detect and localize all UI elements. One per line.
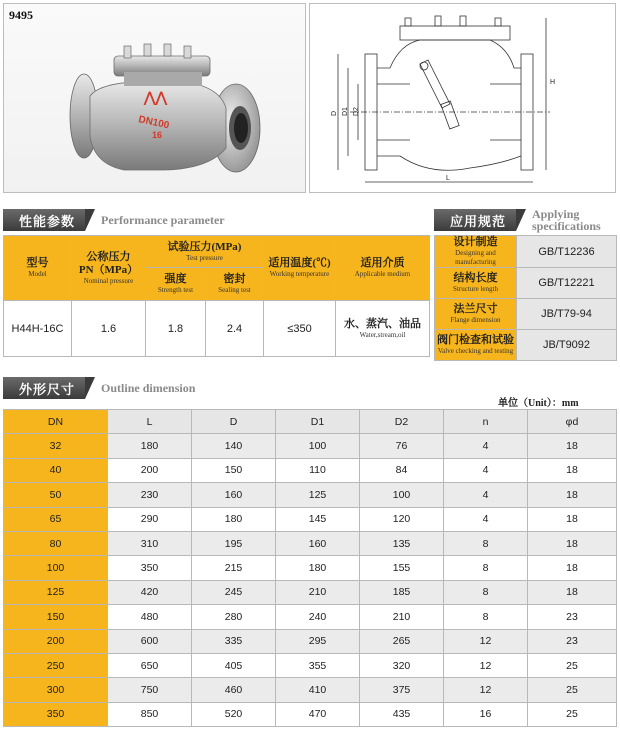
col-strength-test: 强度 Strength test [146, 268, 206, 301]
dn-cell: 32 [4, 434, 108, 458]
valve-photo [4, 4, 307, 194]
dn-cell: 100 [4, 556, 108, 580]
value-cell: 375 [360, 678, 444, 702]
specifications-title-en-2: specifications [532, 219, 601, 233]
dn-cell: 300 [4, 678, 108, 702]
value-cell: 185 [360, 580, 444, 604]
value-cell: 520 [192, 702, 276, 726]
col-test-pressure: 试验压力(MPa) Test pressure [146, 236, 264, 268]
value-cell: 8 [444, 531, 528, 555]
value-cell: 650 [108, 653, 192, 677]
cell-temp: ≤350 [264, 301, 336, 357]
body-mark-pn: 16 [152, 130, 163, 140]
value-cell: 18 [528, 483, 617, 507]
value-cell: 335 [192, 629, 276, 653]
dim-label-d2: D2 [353, 107, 360, 116]
value-cell: 120 [360, 507, 444, 531]
value-cell: 750 [108, 678, 192, 702]
table-row [4, 434, 617, 458]
dn-cell: 65 [4, 507, 108, 531]
value-cell: 135 [360, 531, 444, 555]
model-number: 9495 [9, 8, 33, 22]
value-cell: 8 [444, 605, 528, 629]
value-cell: 160 [192, 483, 276, 507]
body-mark-dn: DN100 [137, 114, 171, 132]
value-cell: 210 [276, 580, 360, 604]
value-cell: 18 [528, 507, 617, 531]
spec-row: 设计制造 Designing and manufacturing GB/T12236 [435, 236, 617, 268]
value-cell: 155 [360, 556, 444, 580]
value-cell: 23 [528, 605, 617, 629]
value-cell: 180 [108, 434, 192, 458]
value-cell: 320 [360, 653, 444, 677]
specifications-header [434, 206, 601, 234]
column-header: D [192, 410, 276, 434]
value-cell: 310 [108, 531, 192, 555]
performance-header [3, 209, 225, 231]
cell-medium: 水、蒸汽、油品 Water,stream,oil [336, 301, 430, 357]
col-working-temperature: 适用温度(℃) Working temperature [264, 236, 336, 301]
value-cell: 4 [444, 458, 528, 482]
col-applicable-medium: 适用介质 Applicable medium [336, 236, 430, 301]
value-cell: 200 [108, 458, 192, 482]
dim-label-d: D [331, 110, 338, 116]
value-cell: 110 [276, 458, 360, 482]
technical-drawing-panel [309, 3, 616, 193]
value-cell: 18 [528, 531, 617, 555]
value-cell: 12 [444, 629, 528, 653]
value-cell: 25 [528, 678, 617, 702]
table-row [4, 702, 617, 726]
dn-cell: 250 [4, 653, 108, 677]
value-cell: 100 [360, 483, 444, 507]
dim-label-h: H [550, 79, 556, 86]
value-cell: 160 [276, 531, 360, 555]
value-cell: 230 [108, 483, 192, 507]
value-cell: 290 [108, 507, 192, 531]
dn-cell: 50 [4, 483, 108, 507]
dn-cell: 350 [4, 702, 108, 726]
column-header: n [444, 410, 528, 434]
specifications-table [434, 235, 617, 361]
column-header: D1 [276, 410, 360, 434]
cell-pn: 1.6 [72, 301, 146, 357]
col-model: 型号 Model [4, 236, 72, 301]
table-row [4, 458, 617, 482]
table-row [4, 580, 617, 604]
table-row [4, 678, 617, 702]
value-cell: 245 [192, 580, 276, 604]
dim-label-d1: D1 [342, 107, 349, 116]
table-row [4, 605, 617, 629]
value-cell: 84 [360, 458, 444, 482]
specifications-title-en-1: Applying [532, 207, 580, 221]
value-cell: 25 [528, 702, 617, 726]
value-cell: 215 [192, 556, 276, 580]
value-cell: 18 [528, 458, 617, 482]
column-header: D2 [360, 410, 444, 434]
value-cell: 18 [528, 580, 617, 604]
value-cell: 145 [276, 507, 360, 531]
performance-title-en: Performance parameter [101, 212, 225, 227]
table-row [4, 483, 617, 507]
value-cell: 100 [276, 434, 360, 458]
value-cell: 150 [192, 458, 276, 482]
cell-strength: 1.8 [146, 301, 206, 357]
value-cell: 12 [444, 653, 528, 677]
value-cell: 195 [192, 531, 276, 555]
value-cell: 25 [528, 653, 617, 677]
column-header: φd [528, 410, 617, 434]
dn-cell: 150 [4, 605, 108, 629]
value-cell: 23 [528, 629, 617, 653]
value-cell: 18 [528, 434, 617, 458]
value-cell: 355 [276, 653, 360, 677]
table-row [4, 653, 617, 677]
column-header: DN [4, 410, 108, 434]
col-sealing-test: 密封 Sealing test [206, 268, 264, 301]
value-cell: 180 [192, 507, 276, 531]
value-cell: 435 [360, 702, 444, 726]
value-cell: 8 [444, 556, 528, 580]
value-cell: 280 [192, 605, 276, 629]
outline-title-en: Outline dimension [101, 380, 196, 395]
table-header-row [4, 410, 617, 434]
value-cell: 350 [108, 556, 192, 580]
valve-section-drawing [310, 4, 617, 194]
dim-label-l: L [446, 175, 450, 182]
value-cell: 265 [360, 629, 444, 653]
value-cell: 480 [108, 605, 192, 629]
dn-cell: 80 [4, 531, 108, 555]
dn-cell: 200 [4, 629, 108, 653]
spec-row: 结构长度 Structure length GB/T12221 [435, 268, 617, 299]
table-row [4, 531, 617, 555]
value-cell: 850 [108, 702, 192, 726]
value-cell: 405 [192, 653, 276, 677]
value-cell: 460 [192, 678, 276, 702]
outline-title-cn: 外形尺寸 [3, 377, 85, 399]
value-cell: 76 [360, 434, 444, 458]
performance-table [3, 235, 430, 357]
svg-text:⋀⋀: ⋀⋀ [144, 89, 167, 105]
value-cell: 16 [444, 702, 528, 726]
table-row [4, 507, 617, 531]
column-header: L [108, 410, 192, 434]
value-cell: 18 [528, 556, 617, 580]
spec-row: 法兰尺寸 Flange dimension JB/T79-94 [435, 299, 617, 330]
value-cell: 12 [444, 678, 528, 702]
value-cell: 125 [276, 483, 360, 507]
value-cell: 180 [276, 556, 360, 580]
unit-label: 单位（Unit）：mm [498, 398, 579, 409]
value-cell: 4 [444, 507, 528, 531]
value-cell: 8 [444, 580, 528, 604]
value-cell: 295 [276, 629, 360, 653]
outline-dimension-table [3, 409, 617, 727]
value-cell: 4 [444, 434, 528, 458]
cell-sealing: 2.4 [206, 301, 264, 357]
value-cell: 600 [108, 629, 192, 653]
value-cell: 140 [192, 434, 276, 458]
value-cell: 420 [108, 580, 192, 604]
spec-row: 阀门检查和试验 Valve checking and testing JB/T9092 [435, 330, 617, 361]
value-cell: 210 [360, 605, 444, 629]
table-row [4, 629, 617, 653]
performance-title-cn: 性能参数 [3, 209, 85, 231]
value-cell: 410 [276, 678, 360, 702]
value-cell: 470 [276, 702, 360, 726]
dn-cell: 125 [4, 580, 108, 604]
value-cell: 240 [276, 605, 360, 629]
cell-model: H44H-16C [4, 301, 72, 357]
value-cell: 4 [444, 483, 528, 507]
col-nominal-pressure: 公称压力 PN（MPa） Nominal pressure [72, 236, 146, 301]
product-photo-panel [3, 3, 306, 193]
outline-header [3, 377, 195, 399]
specifications-title-cn: 应用规范 [434, 209, 516, 231]
table-row [4, 556, 617, 580]
dn-cell: 40 [4, 458, 108, 482]
